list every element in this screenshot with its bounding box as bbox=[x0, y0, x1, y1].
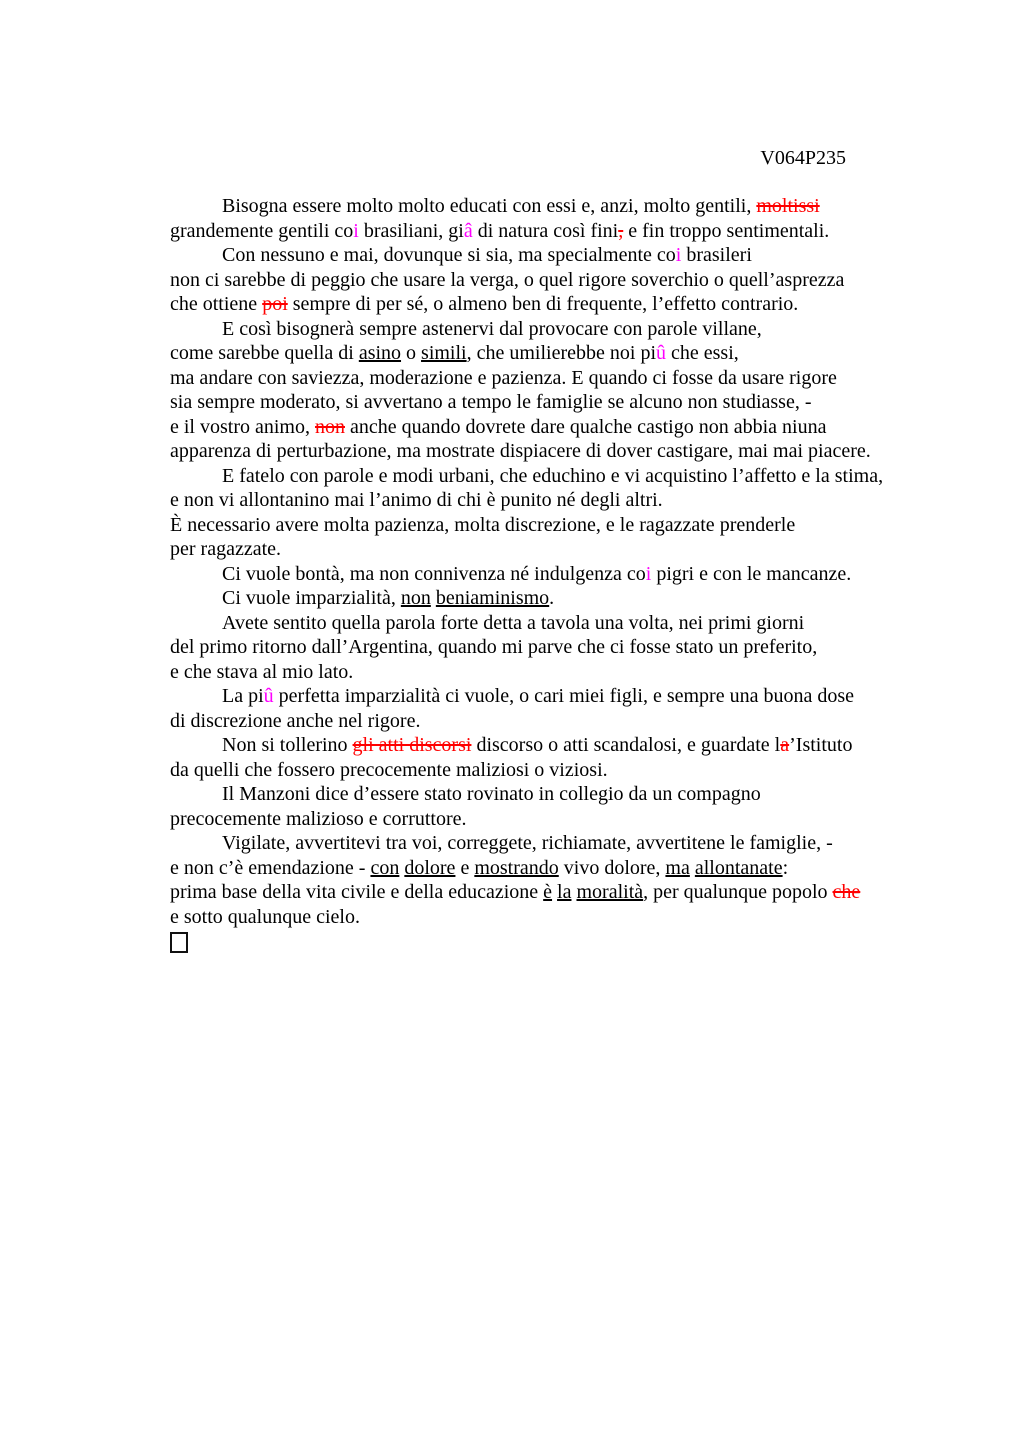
text-line bbox=[170, 880, 910, 905]
text-segment: da quelli che fossero precocemente maliziosi o viziosi. bbox=[170, 758, 608, 781]
text-segment-strike: moltissi bbox=[756, 195, 820, 217]
text-segment: e non vi allontanino mai l’animo di chi è punito né degli altri. bbox=[170, 489, 663, 511]
text-segment: di natura così fini bbox=[472, 219, 619, 242]
text-segment: Vigilate, avvertitevi tra voi, correggete, richiamate, avvertitene le famiglie, - bbox=[222, 832, 833, 854]
text-line bbox=[170, 390, 910, 415]
text-segment-magenta: i bbox=[675, 244, 682, 266]
text-segment-magenta: i bbox=[645, 562, 652, 585]
text-line bbox=[170, 366, 910, 391]
text-segment-magenta: â bbox=[463, 219, 473, 242]
text-line bbox=[170, 341, 910, 366]
text-line bbox=[170, 439, 910, 464]
text-segment: e il vostro animo, bbox=[170, 415, 315, 438]
text-segment-underline: non bbox=[400, 587, 431, 609]
text-segment: grandemente gentili co bbox=[170, 219, 354, 242]
text-segment-underline: beniaminismo bbox=[435, 587, 550, 609]
text-line bbox=[170, 268, 910, 293]
text-segment-underline: mostrando bbox=[474, 856, 559, 879]
text-segment: Ci vuole bontà, ma non connivenza né indulgenza co bbox=[222, 562, 646, 585]
text-line bbox=[170, 660, 910, 685]
text-segment: per ragazzate. bbox=[170, 538, 282, 560]
text-segment: Il Manzoni dice d’essere stato rovinato in collegio da un compagno bbox=[222, 783, 761, 805]
text-segment: , che umilierebbe noi pi bbox=[466, 342, 656, 364]
text-line bbox=[170, 929, 910, 954]
text-segment-strike: che bbox=[832, 881, 861, 903]
text-segment: e bbox=[455, 856, 475, 879]
text-segment: Avete sentito quella parola forte detta a tavola una volta, nei primi giorni bbox=[222, 611, 805, 634]
text-segment: apparenza di perturbazione, ma mostrate dispiacere di dover castigare, mai mai piacere. bbox=[170, 440, 871, 462]
text-line bbox=[170, 243, 910, 268]
text-line bbox=[170, 562, 910, 587]
text-segment: e fin troppo sentimentali. bbox=[623, 219, 830, 242]
text-segment: E così bisognerà sempre astenervi dal provocare con parole villane, bbox=[222, 317, 762, 340]
text-segment: e che stava al mio lato. bbox=[170, 660, 354, 683]
text-segment-underline: con bbox=[370, 856, 400, 879]
text-segment: ’Istituto bbox=[789, 734, 853, 756]
text-segment-underline: la bbox=[557, 881, 572, 903]
text-segment: ma andare con saviezza, moderazione e pazienza. E quando ci fosse da usare rigore bbox=[170, 366, 837, 389]
text-line bbox=[170, 611, 910, 636]
text-segment: sia sempre moderato, si avvertano a tempo le famiglie se alcuno non studiasse, - bbox=[170, 391, 812, 413]
text-segment: , per qualunque popolo bbox=[643, 881, 833, 903]
text-segment: Con nessuno e mai, dovunque si sia, ma specialmente co bbox=[222, 244, 676, 266]
text-line bbox=[170, 415, 910, 440]
text-segment: vivo dolore, bbox=[558, 856, 666, 879]
text-line bbox=[170, 586, 910, 611]
text-segment-strike: poi bbox=[262, 293, 288, 315]
text-line bbox=[170, 635, 910, 660]
text-line bbox=[170, 488, 910, 513]
text-segment: e non c’è emendazione - bbox=[170, 856, 371, 879]
text-line bbox=[170, 513, 910, 538]
text-line bbox=[170, 856, 910, 881]
text-segment-magenta: i bbox=[353, 219, 359, 242]
text-segment: brasileri bbox=[681, 244, 752, 266]
text-segment: di discrezione anche nel rigore. bbox=[170, 709, 421, 732]
text-line bbox=[170, 537, 910, 562]
text-line bbox=[170, 464, 910, 489]
text-line bbox=[170, 831, 910, 856]
text-line bbox=[170, 782, 910, 807]
text-segment-underline: dolore bbox=[404, 856, 456, 879]
text-segment: La pi bbox=[222, 685, 264, 707]
text-line bbox=[170, 807, 910, 832]
text-segment-underline: è bbox=[543, 881, 553, 903]
text-segment-strike: gli atti discorsi bbox=[352, 734, 472, 756]
text-segment: precocemente malizioso e corruttore. bbox=[170, 807, 467, 830]
text-segment: Non si tollerino bbox=[222, 734, 353, 756]
text-line bbox=[170, 194, 910, 219]
text-segment-magenta: û bbox=[263, 685, 274, 707]
text-segment: e sotto qualunque cielo. bbox=[170, 905, 360, 928]
text-segment: del primo ritorno dall’Argentina, quando mi parve che ci fosse stato un preferito, bbox=[170, 636, 818, 658]
text-segment: discorso o atti scandalosi, e guardate l bbox=[471, 734, 781, 756]
text-line bbox=[170, 758, 910, 783]
text-line bbox=[170, 709, 910, 734]
text-segment: : bbox=[782, 856, 789, 879]
empty-box-glyph bbox=[170, 932, 188, 953]
text-segment-underline: allontanate bbox=[694, 856, 783, 879]
text-segment-strike: , bbox=[618, 219, 624, 242]
text-line bbox=[170, 292, 910, 317]
text-segment-underline: ma bbox=[665, 856, 690, 879]
text-line bbox=[170, 684, 910, 709]
text-lines bbox=[170, 194, 910, 954]
text-segment-magenta: û bbox=[656, 342, 666, 364]
text-segment: che ottiene bbox=[170, 293, 263, 315]
text-segment: E fatelo con parole e modi urbani, che educhino e vi acquistino l’affetto e la stima, bbox=[222, 464, 884, 487]
text-segment: anche quando dovrete dare qualche castigo non abbia niuna bbox=[344, 415, 827, 438]
text-segment: prima base della vita civile e della educazione bbox=[170, 881, 544, 903]
text-segment: non ci sarebbe di peggio che usare la verga, o quel rigore soverchio o quell’asprezza bbox=[170, 268, 845, 291]
text-segment: che essi, bbox=[666, 342, 739, 364]
text-segment: o bbox=[401, 342, 422, 364]
text-segment: perfetta imparzialità ci vuole, o cari miei figli, e sempre una buona dose bbox=[273, 685, 854, 707]
page-code: V064P235 bbox=[760, 147, 846, 169]
text-segment: pigri e con le mancanze. bbox=[651, 562, 852, 585]
text-segment-strike: a bbox=[780, 734, 790, 756]
text-segment: brasiliani, gi bbox=[358, 219, 464, 242]
text-segment-strike: non bbox=[314, 415, 345, 438]
text-segment: sempre di per sé, o almeno ben di frequente, l’effetto contrario. bbox=[287, 293, 799, 315]
text-segment: . bbox=[549, 587, 555, 609]
text-line bbox=[170, 317, 910, 342]
text-segment-underline: moralità bbox=[576, 881, 644, 903]
text-segment-underline: simili bbox=[421, 342, 467, 364]
text-line bbox=[170, 733, 910, 758]
text-segment: come sarebbe quella di bbox=[170, 342, 359, 364]
text-line bbox=[170, 219, 910, 244]
text-segment-underline: asino bbox=[358, 342, 402, 364]
text-segment: Bisogna essere molto molto educati con essi e, anzi, molto gentili, bbox=[222, 195, 757, 217]
text-segment: È necessario avere molta pazienza, molta discrezione, e le ragazzate prenderle bbox=[170, 513, 796, 536]
text-segment: Ci vuole imparzialità, bbox=[222, 587, 401, 609]
text-line bbox=[170, 905, 910, 930]
